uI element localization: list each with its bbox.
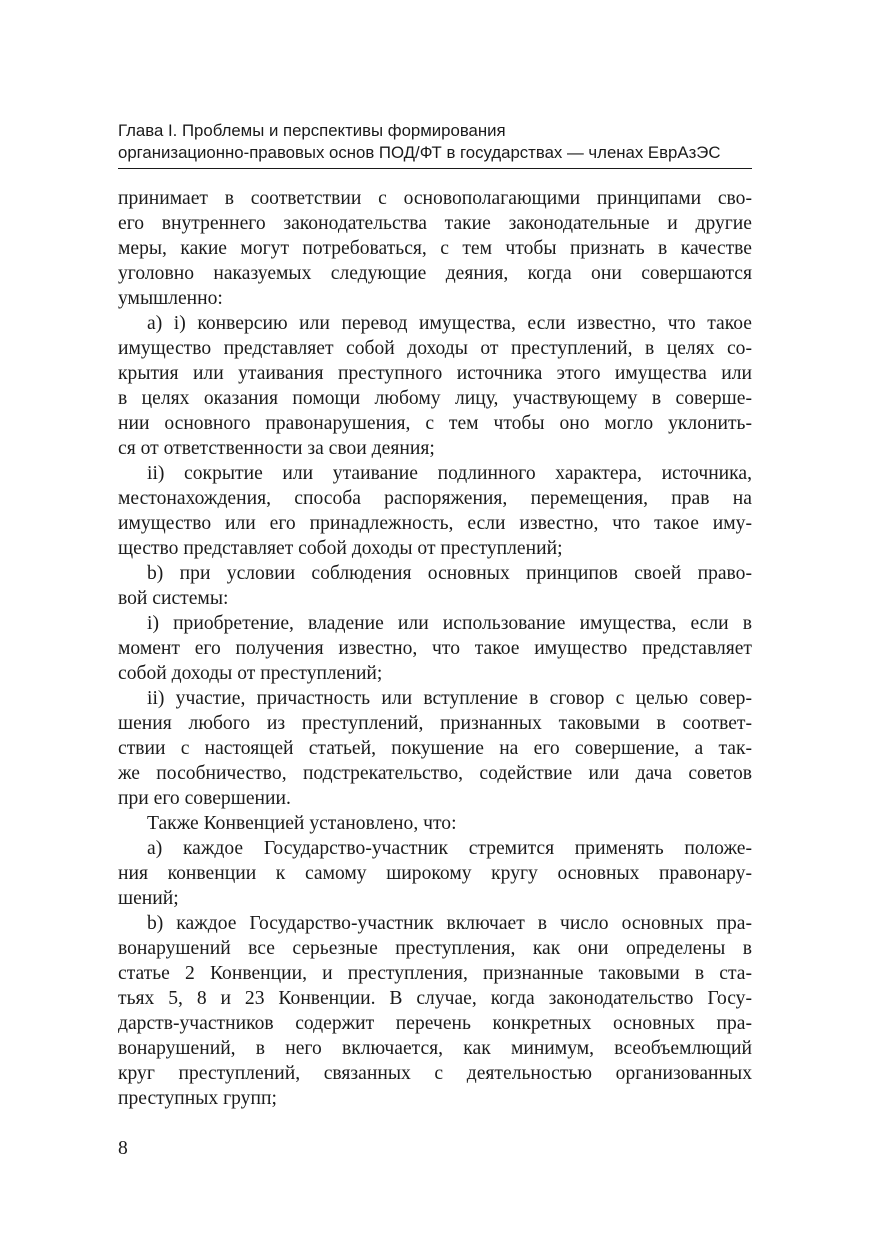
body-text <box>118 186 752 1111</box>
text-line: же пособничество, подстрекательство, содействие или дача советов <box>118 763 752 784</box>
text-line: момент его получения известно, что такое имущество представляет <box>118 638 752 659</box>
text-line: b) каждое Государство-участник включает в число основных пра- <box>147 913 752 934</box>
text-line: тьях 5, 8 и 23 Конвенции. В случае, когда законодательство Госу- <box>118 988 752 1009</box>
text-line: имущество или его принадлежность, если известно, что такое иму- <box>118 513 752 534</box>
text-line: ния конвенции к самому широкому кругу основных правонару- <box>118 863 752 884</box>
text-line: статье 2 Конвенции, и преступления, признанные таковыми в ста- <box>118 963 752 984</box>
text-line: уголовно наказуемых следующие деяния, когда они совершаются <box>118 263 752 284</box>
text-line: собой доходы от преступлений; <box>118 663 383 684</box>
text-line: а) i) конверсию или перевод имущества, если известно, что такое <box>147 313 752 334</box>
text-line: круг преступлений, связанных с деятельностью организованных <box>118 1063 752 1084</box>
text-line: имущество представляет собой доходы от преступлений, в целях со- <box>118 338 752 359</box>
page-number: 8 <box>118 1138 128 1159</box>
text-line: шений; <box>118 888 179 909</box>
text-line: дарств-участников содержит перечень конкретных основных пра- <box>118 1013 752 1034</box>
text-line: нии основного правонарушения, с тем чтобы оно могло уклонить- <box>118 413 752 434</box>
text-line: меры, какие могут потребоваться, с тем чтобы признать в качестве <box>118 238 752 259</box>
text-line: b) при условии соблюдения основных принципов своей право- <box>147 563 752 584</box>
text-line: i) приобретение, владение или использование имущества, если в <box>147 613 752 634</box>
text-line: ii) сокрытие или утаивание подлинного характера, источника, <box>147 463 752 484</box>
text-line: вонарушений, в него включается, как минимум, всеобъемлющий <box>118 1038 752 1059</box>
text-line: шения любого из преступлений, признанных таковыми в соответ- <box>118 713 752 734</box>
text-line: ся от ответственности за свои деяния; <box>118 438 435 459</box>
text-line: вонарушений все серьезные преступления, как они определены в <box>118 938 752 959</box>
text-line: его внутреннего законодательства такие законодательные и другие <box>118 213 752 234</box>
chapter-title-line-2: организационно-правовых основ ПОД/ФТ в государствах — членах ЕврАзЭС <box>118 143 721 162</box>
text-line: Также Конвенцией установлено, что: <box>147 813 457 834</box>
text-line: принимает в соответствии с основополагающими принципами сво- <box>118 188 752 209</box>
text-line: в целях оказания помощи любому лицу, участвующему в соверше- <box>118 388 752 409</box>
running-header <box>118 120 750 164</box>
text-line: ii) участие, причастность или вступление в сговор с целью совер- <box>147 688 752 709</box>
text-line: ствии с настоящей статьей, покушение на его совершение, а так- <box>118 738 752 759</box>
text-line: крытия или утаивания преступного источника этого имущества или <box>118 363 752 384</box>
text-line: а) каждое Государство-участник стремится применять положе- <box>147 838 752 859</box>
chapter-title-line-1: Глава I. Проблемы и перспективы формирования <box>118 121 506 140</box>
text-line: при его совершении. <box>118 788 291 809</box>
text-line: вой системы: <box>118 588 229 609</box>
text-line: умышленно: <box>118 288 223 309</box>
text-line: местонахождения, способа распоряжения, перемещения, прав на <box>118 488 752 509</box>
header-divider <box>118 168 752 169</box>
text-line: щество представляет собой доходы от преступлений; <box>118 538 563 559</box>
text-line: преступных групп; <box>118 1088 277 1109</box>
